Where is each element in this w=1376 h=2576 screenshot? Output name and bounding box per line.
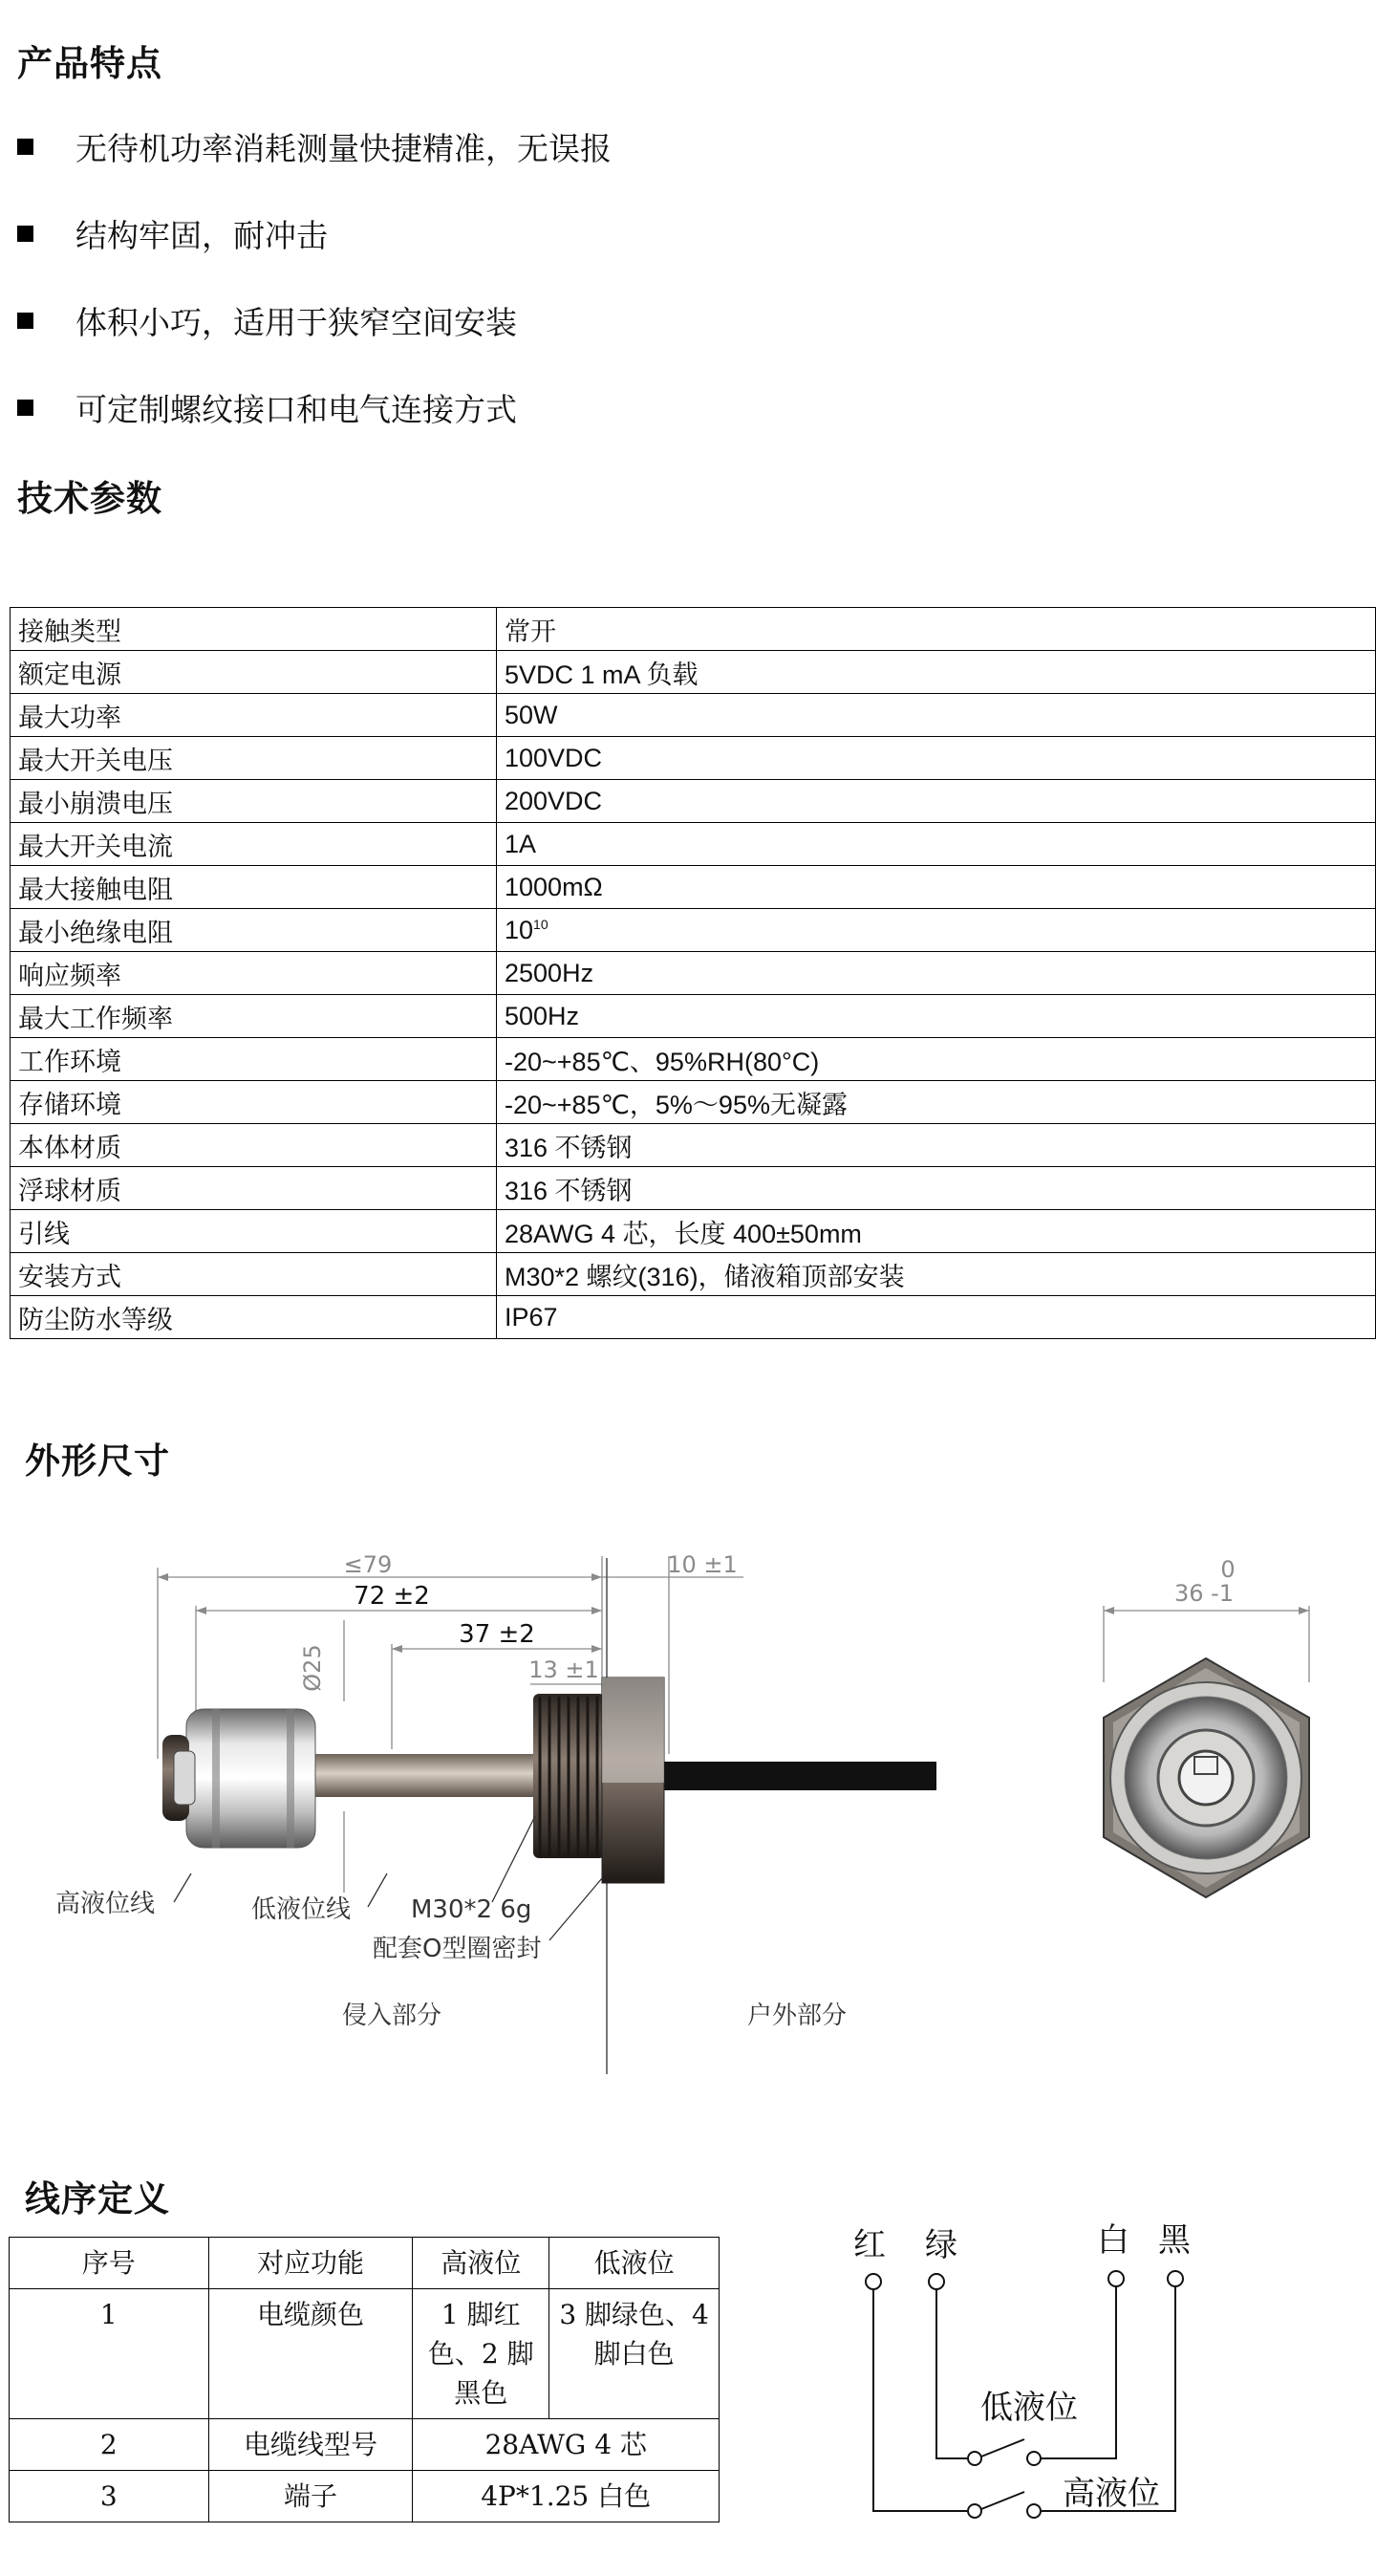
label-thread: M30*2 6g	[411, 1895, 532, 1924]
wiring-table	[9, 2237, 720, 2522]
cell: 电缆颜色	[208, 2289, 413, 2419]
spec-value-text: 1000mΩ	[505, 872, 603, 901]
spec-value-text: 500Hz	[505, 1001, 580, 1030]
dim-10: 10 ±1	[667, 1551, 738, 1578]
spec-key: 安装方式	[11, 1253, 497, 1296]
spec-key: 最大工作频率	[11, 995, 497, 1038]
spec-value-text: 5VDC 1 mA 负载	[505, 660, 699, 689]
cell: 2	[10, 2419, 209, 2471]
spec-value-exponent: 10	[533, 916, 548, 932]
label-high-level-line: 高液位线	[55, 1890, 156, 1918]
cell: 电缆线型号	[208, 2419, 413, 2471]
thread	[533, 1694, 605, 1858]
spec-key: 存储环境	[11, 1081, 497, 1124]
cell: 28AWG 4 芯	[413, 2419, 720, 2471]
label-oring: 配套O型圈密封	[373, 1935, 542, 1963]
spec-value-text: 常开	[505, 617, 556, 646]
rod	[304, 1754, 538, 1797]
cell: 4P*1.25 白色	[413, 2471, 720, 2522]
dim-72: 72 ±2	[354, 1582, 430, 1611]
spec-value-text: 100VDC	[505, 743, 603, 772]
spec-value-text: 28AWG 4 芯，长度 400±50mm	[505, 1219, 862, 1248]
specs-title: 技术参数	[17, 478, 162, 519]
spec-value-text: 50W	[505, 700, 558, 729]
dim-36-top: 0	[1220, 1556, 1236, 1583]
float-ball	[186, 1709, 315, 1848]
dim-13: 13 ±1	[528, 1656, 599, 1683]
dim-25: Ø25	[299, 1644, 326, 1692]
label-inside: 侵入部分	[342, 2002, 442, 2030]
spec-value-text: 1A	[505, 829, 537, 858]
wire-green-label: 绿	[925, 2226, 957, 2264]
dim-79: ≤79	[343, 1551, 393, 1578]
feature-text: 无待机功率消耗测量快捷精准，无误报	[75, 130, 612, 167]
spec-value-text: 316 不锈钢	[505, 1176, 633, 1205]
feature-text: 可定制螺纹接口和电气连接方式	[75, 391, 517, 428]
cable	[659, 1762, 936, 1790]
label-low-level-line: 低液位线	[251, 1895, 352, 1924]
dimensions-title: 外形尺寸	[25, 1440, 170, 1482]
spec-value-text: M30*2 螺纹(316)，储液箱顶部安装	[505, 1262, 905, 1291]
cell: 3	[10, 2471, 209, 2522]
spec-value-text: -20~+85℃、95%RH(80°C)	[505, 1047, 820, 1076]
header-cell: 对应功能	[208, 2238, 413, 2289]
cell: 1	[10, 2289, 209, 2419]
spec-value-text: IP67	[505, 1302, 558, 1331]
header-cell: 序号	[10, 2238, 209, 2289]
spec-key: 最小绝缘电阻	[11, 909, 497, 952]
spec-key: 引线	[11, 1210, 497, 1253]
table-row	[10, 2238, 720, 2289]
spec-key: 响应频率	[11, 952, 497, 995]
spec-key: 浮球材质	[11, 1167, 497, 1210]
spec-key: 额定电源	[11, 651, 497, 694]
low-level-label: 低液位	[980, 2389, 1078, 2427]
spec-key: 最小崩溃电压	[11, 780, 497, 823]
features-title: 产品特点	[17, 43, 162, 84]
cell: 1 脚红色、2 脚黑色	[413, 2289, 549, 2419]
spec-key: 最大接触电阻	[11, 866, 497, 909]
spec-key: 最大开关电流	[11, 823, 497, 866]
spec-value-text: 316 不锈钢	[505, 1133, 633, 1162]
spec-value-text: 200VDC	[505, 786, 603, 815]
spec-value-text: 2500Hz	[505, 958, 594, 987]
spec-key: 最大功率	[11, 694, 497, 737]
dim-37: 37 ±2	[459, 1620, 535, 1649]
dim-36-bottom: 36 -1	[1173, 1580, 1235, 1607]
spec-key: 接触类型	[11, 608, 497, 651]
header-cell: 低液位	[549, 2238, 720, 2289]
cell: 3 脚绿色、4 脚白色	[549, 2289, 720, 2419]
spec-key: 防尘防水等级	[11, 1296, 497, 1339]
wire-white-label: 白	[1097, 2221, 1129, 2260]
spec-key: 工作环境	[11, 1038, 497, 1081]
spec-key: 本体材质	[11, 1124, 497, 1167]
header-cell: 高液位	[413, 2238, 549, 2289]
hex-end-view	[1104, 1658, 1309, 1897]
spec-value-text: -20~+85℃，5%～95%无凝露	[505, 1090, 848, 1119]
wiring-title: 线序定义	[25, 2178, 170, 2219]
feature-text: 体积小巧，适用于狭窄空间安装	[75, 304, 517, 341]
spec-key: 最大开关电压	[11, 737, 497, 780]
wiring-diagram	[853, 2221, 1192, 2518]
table-row	[10, 2419, 720, 2471]
high-level-label: 高液位	[1063, 2475, 1160, 2513]
table-row	[10, 2289, 720, 2419]
cell: 端子	[208, 2471, 413, 2522]
wire-red-label: 红	[853, 2226, 886, 2264]
table-row	[10, 2471, 720, 2522]
spec-value-text: 10	[505, 915, 534, 944]
label-outside: 户外部分	[747, 2002, 848, 2030]
wire-black-label: 黑	[1158, 2221, 1191, 2260]
feature-text: 结构牢固，耐冲击	[75, 217, 328, 254]
